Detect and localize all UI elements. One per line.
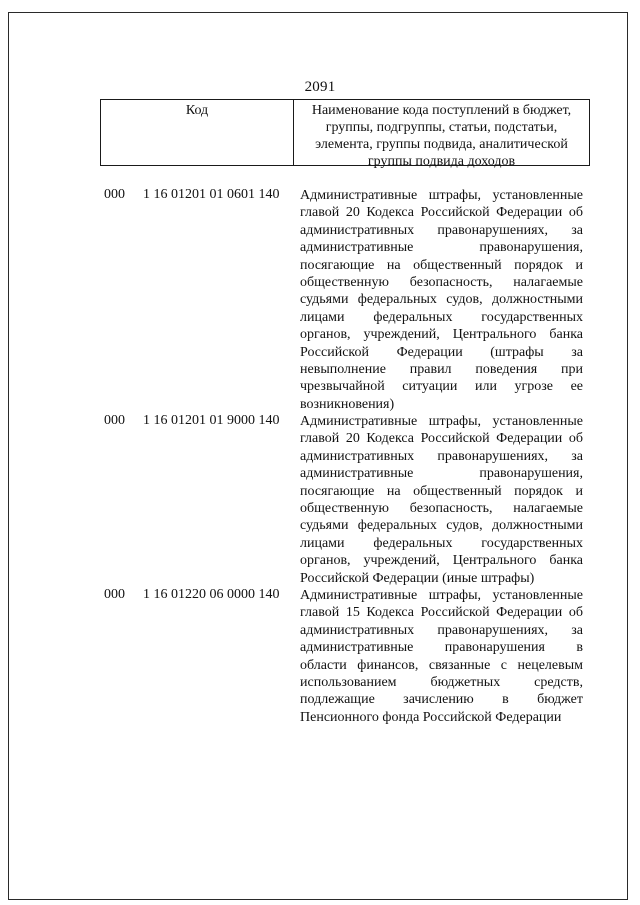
header-name-line: группы, подгруппы, статьи, подстатьи, bbox=[325, 120, 558, 135]
description-line: лицами федеральных государственных bbox=[300, 309, 583, 325]
description-line: административные правонарушения, bbox=[300, 240, 583, 256]
header-code-cell: Код bbox=[101, 100, 294, 165]
description-line: Административные штрафы, установленные bbox=[300, 188, 583, 203]
revenue-code: 1 16 01201 01 0601 140 bbox=[143, 187, 280, 202]
admin-code: 000 bbox=[104, 413, 125, 429]
description-line: общественную безопасность, налагаемые bbox=[300, 501, 583, 517]
admin-code: 000 bbox=[104, 187, 125, 202]
description-line: Российской Федерации (штрафы за bbox=[300, 344, 583, 360]
description-line: использованием бюджетных средств, bbox=[300, 674, 583, 690]
admin-code: 000 bbox=[104, 586, 125, 602]
description-line: посягающие на общественный порядок и bbox=[300, 257, 583, 273]
description-line: возникновения) bbox=[300, 396, 395, 412]
header-name-cell bbox=[294, 100, 589, 169]
revenue-description bbox=[300, 187, 583, 413]
description-line: административных правонарушениях, за bbox=[300, 448, 583, 464]
description-line: области финансов, связанные с нецелевым bbox=[300, 657, 583, 673]
description-line: общественную безопасность, налагаемые bbox=[300, 274, 583, 290]
header-name-line: Наименование кода поступлений в бюджет, bbox=[311, 103, 572, 118]
description-line: органов, учреждений, Центрального банка bbox=[300, 553, 583, 569]
description-line: главой 20 Кодекса Российской Федерации об bbox=[300, 431, 583, 447]
page-number: 2091 bbox=[304, 79, 336, 95]
revenue-code: 1 16 01220 06 0000 140 bbox=[143, 586, 280, 602]
table-body bbox=[0, 187, 640, 726]
description-line: Административные штрафы, установленные bbox=[300, 587, 583, 603]
description-line: судьями федеральных судов, должностными bbox=[300, 518, 583, 534]
table-row bbox=[0, 187, 640, 413]
table-row bbox=[0, 587, 640, 726]
description-line: административных правонарушениях, за bbox=[300, 222, 583, 238]
revenue-description bbox=[300, 587, 583, 726]
description-line: административные правонарушения, bbox=[300, 466, 583, 482]
description-line: Российской Федерации (иные штрафы) bbox=[300, 570, 535, 586]
description-line: главой 20 Кодекса Российской Федерации об bbox=[300, 205, 583, 221]
header-name-line: элемента, группы подвида, аналитической bbox=[315, 137, 568, 152]
header-name-line: группы подвида доходов bbox=[367, 154, 516, 169]
description-line: административных правонарушениях, за bbox=[300, 622, 583, 638]
description-line: подлежащие зачислению в бюджет bbox=[300, 692, 583, 708]
description-line: административные правонарушения в bbox=[300, 640, 583, 656]
table-row bbox=[0, 413, 640, 587]
description-line: Административные штрафы, установленные bbox=[300, 414, 583, 430]
description-line: чрезвычайной ситуации или угрозе ее bbox=[300, 379, 583, 395]
description-line: посягающие на общественный порядок и bbox=[300, 483, 583, 499]
revenue-code: 1 16 01201 01 9000 140 bbox=[143, 413, 280, 429]
description-line: невыполнение правил поведения при bbox=[300, 361, 583, 377]
description-line: судьями федеральных судов, должностными bbox=[300, 292, 583, 308]
revenue-description bbox=[300, 413, 583, 587]
description-line: лицами федеральных государственных bbox=[300, 535, 583, 551]
description-line: Пенсионного фонда Российской Федерации bbox=[300, 709, 562, 725]
table-header bbox=[100, 99, 590, 169]
description-line: органов, учреждений, Центрального банка bbox=[300, 327, 583, 343]
description-line: главой 15 Кодекса Российской Федерации об bbox=[300, 605, 583, 621]
